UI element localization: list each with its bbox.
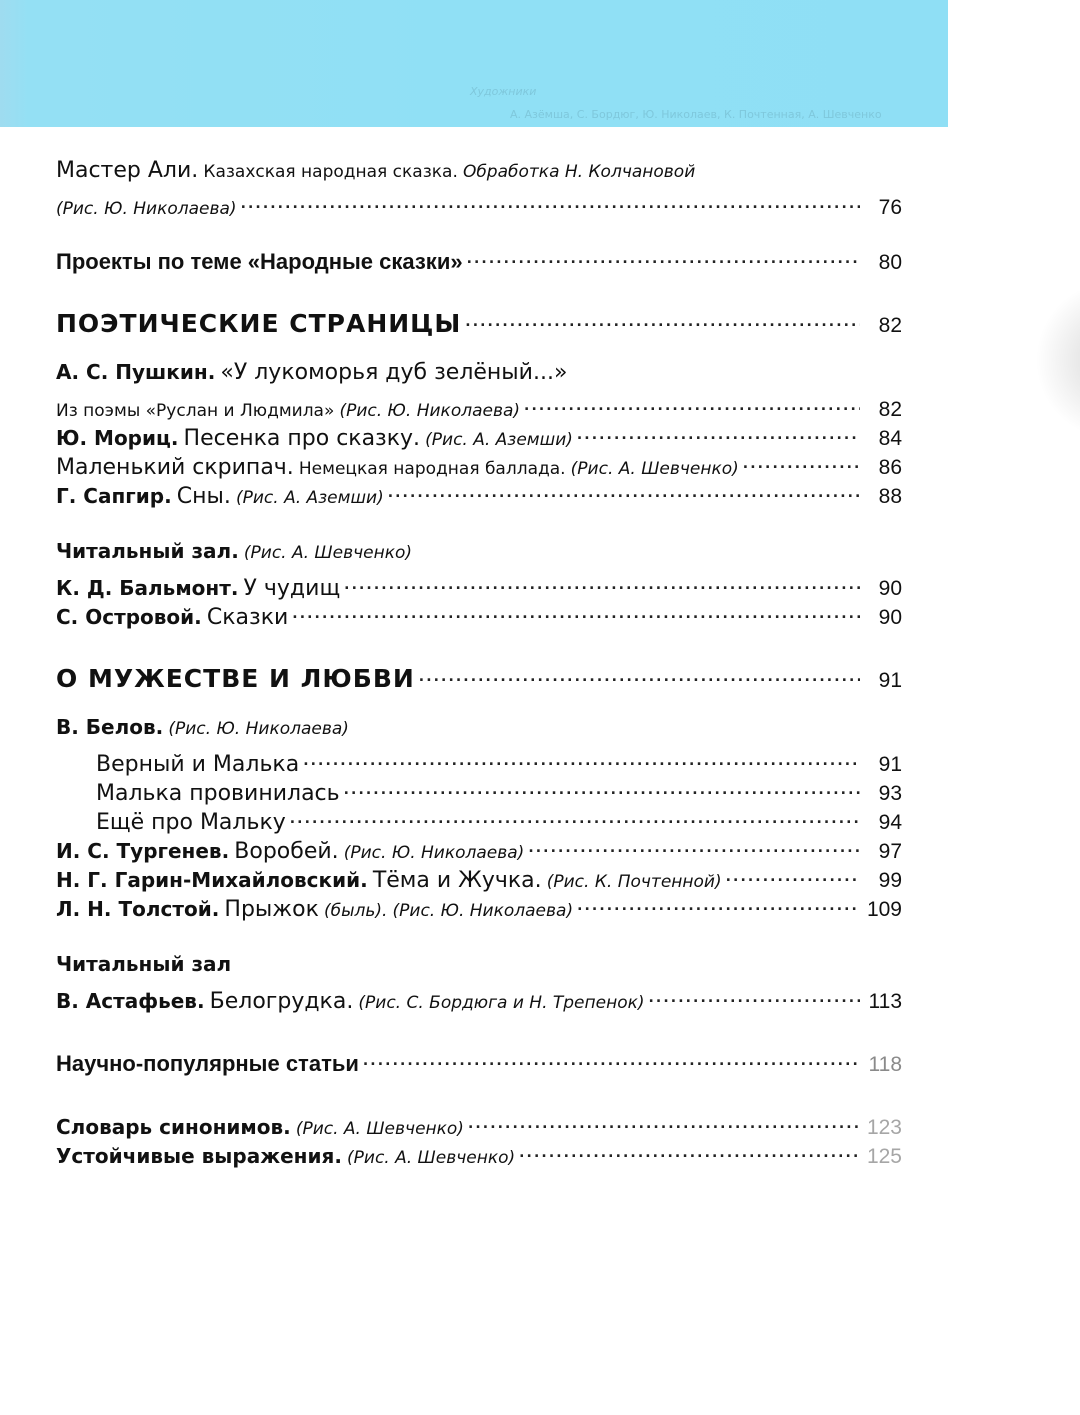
entry-author: Г. Сапгир. (56, 484, 172, 508)
toc-entry-pushkin[interactable] (56, 387, 902, 421)
toc-section-poetic-pages[interactable] (56, 303, 902, 338)
entry-illustrator: (Рис. А. Шевченко) (570, 459, 739, 479)
entry-illustrator: (Рис. А. Шевченко) (295, 1119, 464, 1139)
page-number: 123 (866, 1116, 902, 1139)
entry-title: Научно-популярные статьи (56, 1051, 359, 1076)
page-number: 125 (866, 1145, 902, 1168)
page-number: 109 (866, 898, 902, 921)
page-shadow (1035, 280, 1080, 440)
entry-illustrator: (Рис. Ю. Николаева) (168, 719, 349, 739)
entry-title: «У лукоморья дуб зелёный...» (220, 360, 568, 385)
page-number: 113 (868, 990, 902, 1013)
entry-title: Ещё про Мальку (96, 810, 286, 835)
entry-source: Из поэмы «Руслан и Людмила» (56, 401, 335, 421)
entry-illustrator: (Рис. К. Почтенной) (546, 872, 722, 892)
entry-author: Ю. Мориц. (56, 426, 179, 450)
entry-author: В. Астафьев. (56, 989, 205, 1013)
dot-leader (303, 742, 860, 771)
toc-entry-belov-story[interactable] (56, 742, 902, 777)
toc-entry-master-ali-line1 (56, 156, 902, 185)
entry-title: Песенка про сказку. (183, 426, 421, 451)
page-number: 99 (878, 869, 902, 892)
entry-author: В. Белов. (56, 715, 164, 739)
dot-leader (468, 1105, 860, 1134)
toc-entry-projects[interactable] (56, 240, 902, 274)
page-number: 91 (878, 753, 902, 776)
entry-title: У чудищ (243, 576, 341, 601)
dot-leader (465, 303, 860, 332)
toc-subheading-reading-room-2 (56, 950, 902, 979)
band-faint-credits: А. Азёмша, С. Бордюг, Ю. Николаев, К. Почтенная, А. Шевченко (510, 108, 882, 121)
toc-entry-balmont[interactable] (56, 566, 902, 601)
dot-leader (649, 979, 860, 1008)
header-color-band (0, 0, 948, 127)
dot-leader (344, 771, 860, 800)
page-number: 91 (878, 669, 902, 692)
entry-author: И. С. Тургенев. (56, 839, 230, 863)
page-number: 82 (878, 314, 902, 337)
page-number: 84 (878, 427, 902, 450)
entry-title: Белогрудка. (209, 989, 354, 1014)
entry-illustrator: (Рис. А. Аземши) (425, 430, 573, 450)
table-of-contents (56, 150, 902, 1168)
toc-subheading-reading-room (56, 537, 902, 566)
dot-leader (467, 240, 860, 269)
page-number: 80 (878, 251, 902, 274)
dot-leader (292, 595, 860, 624)
entry-author: А. С. Пушкин. (56, 360, 216, 384)
dot-leader (363, 1042, 860, 1071)
page-number: 94 (878, 811, 902, 834)
toc-entry-belov-heading (56, 713, 902, 742)
dot-leader (241, 185, 860, 214)
entry-title: Сказки (206, 605, 289, 630)
entry-genre: (быль). (323, 901, 388, 921)
entry-adaptation: Обработка Н. Колчановой (462, 162, 696, 182)
toc-entry-master-ali[interactable] (56, 185, 902, 219)
toc-entry-synonyms-dictionary[interactable] (56, 1105, 902, 1139)
entry-illustrator: (Рис. А. Аземши) (235, 488, 384, 508)
subheading-title: Читальный зал. (56, 539, 239, 563)
entry-author: К. Д. Бальмонт. (56, 576, 239, 600)
dot-leader (524, 387, 860, 416)
entry-title: Маленький скрипач. (56, 455, 294, 480)
dot-leader (528, 829, 860, 858)
subheading-title: Читальный зал (56, 952, 232, 976)
entry-title: Сны. (176, 484, 231, 509)
dot-leader (388, 474, 860, 503)
page-number: 93 (878, 782, 902, 805)
dot-leader (290, 800, 860, 829)
page-number: 88 (878, 485, 902, 508)
dot-leader (344, 566, 860, 595)
dot-leader (743, 445, 860, 474)
entry-title: Словарь синонимов. (56, 1115, 291, 1139)
entry-illustrator: (Рис. Ю. Николаева) (343, 843, 525, 863)
page-number: 76 (878, 196, 902, 219)
entry-illustrator: (Рис. А. Шевченко) (347, 1148, 516, 1168)
toc-entry-pushkin-line1 (56, 358, 902, 387)
entry-author: С. Островой. (56, 605, 202, 629)
page-number: 118 (868, 1053, 902, 1076)
page-number: 86 (878, 456, 902, 479)
toc-entry-science-articles[interactable] (56, 1042, 902, 1076)
dot-leader (726, 858, 860, 887)
page-number: 90 (878, 606, 902, 629)
page-number: 97 (878, 840, 902, 863)
entry-title: Мастер Али. (56, 158, 199, 183)
entry-title: Проекты по теме «Народные сказки» (56, 249, 463, 274)
entry-title: Воробей. (234, 839, 339, 864)
entry-author: Л. Н. Толстой. (56, 897, 220, 921)
entry-title: Верный и Малька (96, 752, 300, 777)
dot-leader (519, 1134, 860, 1163)
entry-illustrator: (Рис. Ю. Николаева) (392, 901, 574, 921)
entry-title: Устойчивые выражения. (56, 1144, 342, 1168)
entry-illustrator: (Рис. Ю. Николаева) (339, 401, 521, 421)
entry-subtitle: Казахская народная сказка. (203, 162, 458, 182)
entry-illustrator: (Рис. Ю. Николаева) (56, 199, 237, 219)
page-number: 82 (878, 398, 902, 421)
toc-section-courage-and-love[interactable] (56, 658, 902, 693)
entry-title: Малька провинилась (96, 781, 340, 806)
entry-illustrator: (Рис. С. Бордюга и Н. Трепенок) (358, 993, 645, 1013)
section-title: ПОЭТИЧЕСКИЕ СТРАНИЦЫ (56, 309, 462, 338)
subheading-illustrator: (Рис. А. Шевченко) (243, 543, 413, 563)
dot-leader (419, 658, 860, 687)
dot-leader (577, 416, 860, 445)
dot-leader (577, 887, 860, 916)
page-number: 90 (878, 577, 902, 600)
entry-title: Прыжок (224, 897, 319, 922)
entry-title: Тёма и Жучка. (372, 868, 542, 893)
toc-entry-astafiev[interactable] (56, 979, 902, 1014)
entry-author: Н. Г. Гарин-Михайловский. (56, 868, 368, 892)
section-title: О МУЖЕСТВЕ И ЛЮБВИ (56, 664, 415, 693)
band-faint-caption: Художники (470, 85, 537, 98)
entry-subtitle: Немецкая народная баллада. (298, 459, 566, 479)
